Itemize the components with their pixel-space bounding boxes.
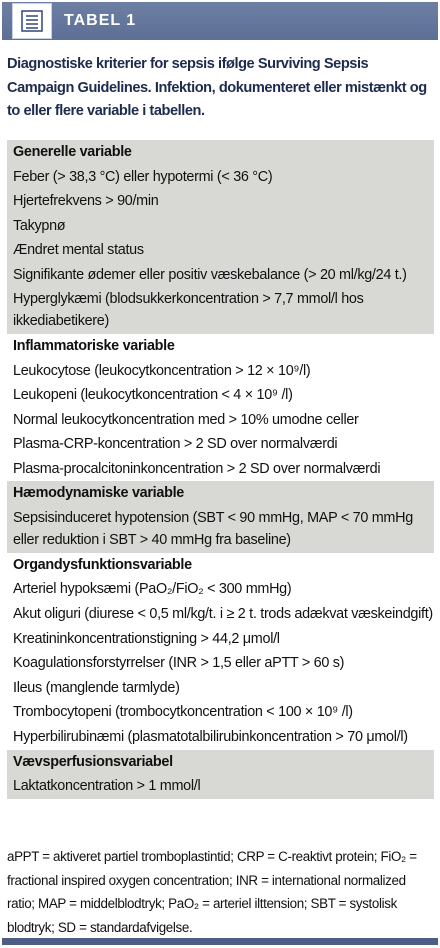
table-row: Plasma-procalcitoninkoncentration > 2 SD over normalværdi (7, 457, 434, 482)
section-heading: Generelle variable (7, 140, 434, 165)
table-row: Feber (> 38,3 °C) eller hypotermi (< 36 °C) (7, 165, 434, 190)
table-row: Normal leukocytkoncentration med > 10% umodne celler (7, 408, 434, 433)
bottom-rule (2, 938, 438, 945)
table-icon-glyph (19, 9, 45, 33)
table-footnote: aPPT = aktiveret partiel tromboplastintid; CRP = C-reaktivt protein; FiO₂ = fractional inspired oxygen concentration; INR = international normalized ratio; MAP = middelblodtryk; PaO₂ = arteriel ilttension; SBT = systolisk blodtryk; SD = standardafvigelse. (7, 849, 417, 935)
criteria-table (7, 140, 434, 799)
table-row: Takypnø (7, 214, 434, 239)
table-row: Kreatininkoncentrationstigning > 44,2 μmol/l (7, 627, 434, 652)
table-row: Signifikante ødemer eller positiv væskebalance (> 20 ml/kg/24 t.) (7, 263, 434, 288)
section-heading: Organdysfunktionsvariable (7, 553, 434, 578)
table-row: Leukopeni (leukocytkoncentration < 4 × 10⁹ /l) (7, 383, 434, 408)
table-row: Plasma-CRP-koncentration > 2 SD over normalværdi (7, 432, 434, 457)
table-row: Leukocytose (leukocytkoncentration > 12 × 10⁹/l) (7, 359, 434, 384)
section-heading: Hæmodynamiske variable (7, 481, 434, 506)
table-row: Koagulationsforstyrrelser (INR > 1,5 eller aPTT > 60 s) (7, 651, 434, 676)
section-heading: Vævsperfusionsvariabel (7, 750, 434, 775)
table-row: Sepsisinduceret hypotension (SBT < 90 mmHg, MAP < 70 mmHg eller reduktion i SBT > 40 mmHg fra baseline) (7, 506, 434, 553)
table-title: TABEL 1 (64, 12, 137, 29)
table-caption: Diagnostiske kriterier for sepsis ifølge Surviving Sepsis Campaign Guidelines. Infektion, dokumenteret eller mistænkt og to eller flere variable i tabellen. (7, 56, 427, 119)
section-heading: Inflammatoriske variable (7, 334, 434, 359)
table-row: Laktatkoncentration > 1 mmol/l (7, 774, 434, 799)
table-row: Hyperglykæmi (blodsukkerkoncentration > 7,7 mmol/l hos ikkediabetikere) (7, 287, 434, 334)
table-row: Hjertefrekvens > 90/min (7, 189, 434, 214)
table-row: Ileus (manglende tarmlyde) (7, 676, 434, 701)
table-header-bar (2, 2, 438, 40)
table-row: Hyperbilirubinæmi (plasmatotalbilirubinkoncentration > 70 μmol/l) (7, 725, 434, 750)
table-row: Trombocytopeni (trombocytkoncentration < 100 × 10⁹ /l) (7, 700, 434, 725)
table-row: Arteriel hypoksæmi (PaO₂/FiO₂ < 300 mmHg) (7, 577, 434, 602)
table-icon (12, 3, 52, 39)
table-row: Akut oliguri (diurese < 0,5 ml/kg/t. i ≥ 2 t. trods adækvat væskeindgift) (7, 602, 434, 627)
table-row: Ændret mental status (7, 238, 434, 263)
